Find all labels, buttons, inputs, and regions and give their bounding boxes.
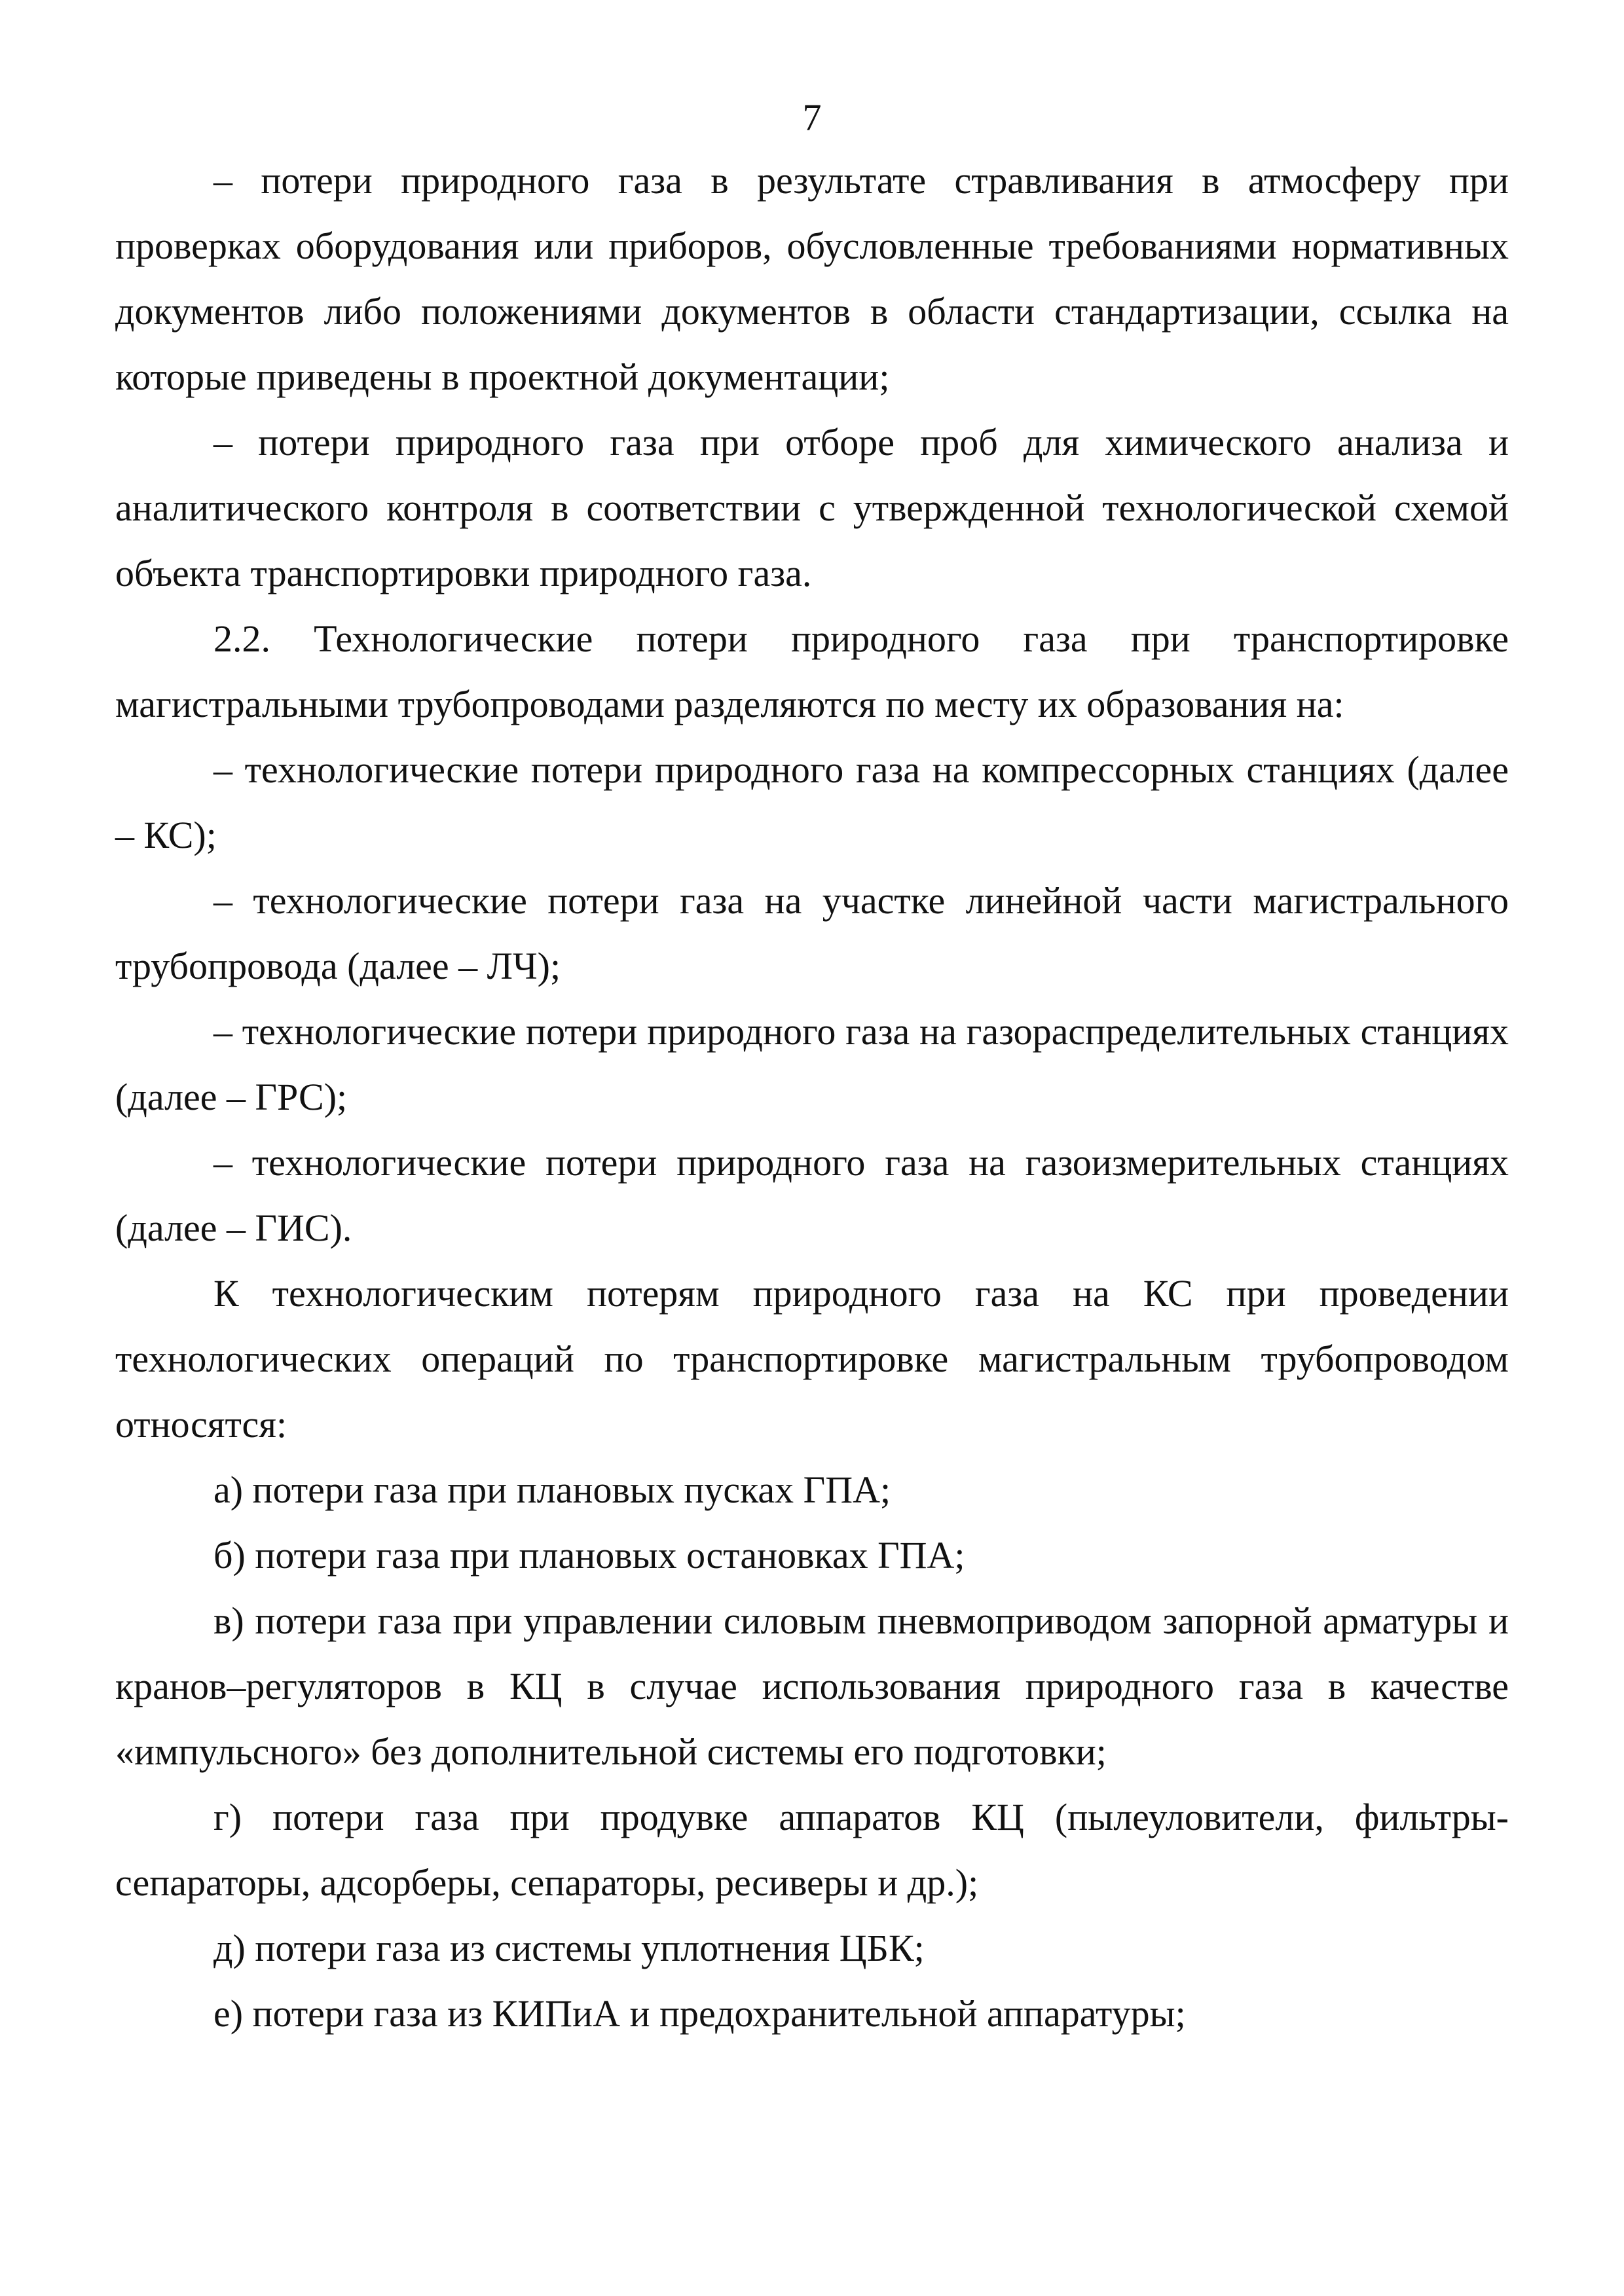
paragraph-gas-loss-sampling: – потери природного газа при отборе проб для химического анализа и аналитического контроля в соответствии с утвержденной технологической схемой объекта транспортировки природного газа. xyxy=(115,421,1509,594)
paragraph-gas-loss-venting: – потери природного газа в результате стравливания в атмосферу при проверках оборудования или приборов, обусловленные требованиями нормативных документов либо положениями документов в области стандартизации, ссылка на которые приведены в проектной документации; xyxy=(115,159,1509,398)
list-item-a: а) потери газа при плановых пусках ГПА; xyxy=(213,1468,891,1511)
page-number: 7 xyxy=(802,96,822,139)
list-item-ks: – технологические потери природного газа на компрессорных станциях (далее – КС); xyxy=(115,748,1509,856)
list-item-g: г) потери газа при продувке аппаратов КЦ (пылеуловители, фильтры-сепараторы, адсорберы, сепараторы, ресиверы и др.); xyxy=(115,1796,1509,1904)
paragraph-section-2-2: 2.2. Технологические потери природного газа при транспортировке магистральными трубопроводами разделяются по месту их образования на: xyxy=(115,617,1509,725)
list-item-grs: – технологические потери природного газа на газораспределительных станциях (далее – ГРС); xyxy=(115,1010,1509,1118)
list-item-gis: – технологические потери природного газа на газоизмерительных станциях (далее – ГИС). xyxy=(115,1141,1509,1249)
paragraph-ks-losses-intro: К технологическим потерям природного газа на КС при проведении технологических операций по транспортировке магистральным трубопроводом относятся: xyxy=(115,1272,1509,1446)
list-item-d: д) потери газа из системы уплотнения ЦБК; xyxy=(213,1927,925,1969)
list-item-v: в) потери газа при управлении силовым пневмоприводом запорной арматуры и кранов–регуляторов в КЦ в случае использования природного газа в качестве «импульсного» без дополнительной системы его подготовки; xyxy=(115,1599,1509,1773)
list-item-lch: – технологические потери газа на участке линейной части магистрального трубопровода (далее – ЛЧ); xyxy=(115,879,1509,987)
list-item-e: е) потери газа из КИПиА и предохранительной аппаратуры; xyxy=(213,1992,1186,2035)
list-item-b: б) потери газа при плановых остановках ГПА; xyxy=(213,1534,965,1576)
document-body xyxy=(115,148,1509,2047)
